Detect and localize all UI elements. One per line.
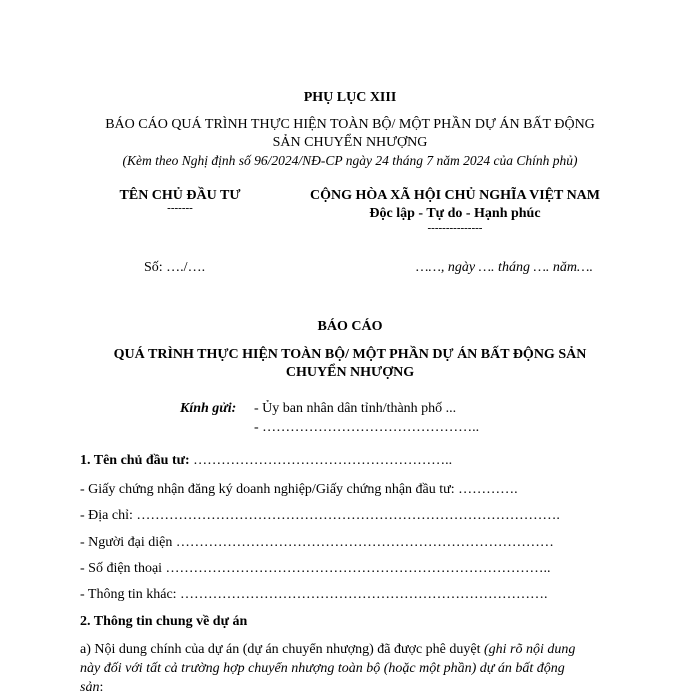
section2-item-a-line2: này đối với tất cả trường hợp chuyển nhượng toàn bộ (hoặc một phần) dự án bất động [80,661,565,676]
field-address: - Địa chỉ: ………………………………………………………………………………. [80,508,560,523]
section1-heading-label: 1. Tên chủ đầu tư: [80,453,190,468]
report-title: BÁO CÁO [317,319,383,334]
national-motto: Độc lập - Tự do - Hạnh phúc [369,206,541,221]
nation-name: CỘNG HÒA XÃ HỘI CHỦ NGHĨA VIỆT NAM [309,188,600,203]
attachment-note: (Kèm theo Nghị định số 96/2024/NĐ-CP ngày 24 tháng 7 năm 2024 của Chính phủ) [122,153,578,168]
section2-item-a-line1 [80,642,575,658]
field-other-info: - Thông tin khác: ……………………………………………………………………. [80,587,548,602]
field-representative: - Người đại diện ……………………………………………………………………… [80,535,554,550]
report-subtitle-line2: CHUYỂN NHƯỢNG [285,365,415,380]
item-a-end: : [99,680,104,695]
section1-heading [80,453,452,469]
document-number: Số: …./…. [144,260,206,275]
recipient-2: - ……………………………………….. [254,420,480,435]
field-business-certificate: - Giấy chứng nhận đăng ký doanh nghiệp/Giấy chứng nhận đầu tư: …………. [80,482,518,497]
section2-heading: 2. Thông tin chung về dự án [80,614,248,629]
section1-heading-dots: ……………………………………………….. [189,453,453,468]
appendix-heading-line1: BÁO CÁO QUÁ TRÌNH THỰC HIỆN TOÀN BỘ/ MỘT PHẦN DỰ ÁN BẤT ĐỘNG [105,117,595,132]
place-date-line: ……, ngày …. tháng …. năm…. [416,260,593,275]
section2-item-a-line3 [80,680,103,696]
item-a-italic-1: (ghi rõ nội dung [484,642,576,657]
appendix-heading-line2: SẢN CHUYỂN NHƯỢNG [272,135,428,150]
recipient-label: Kính gửi: [180,401,237,416]
field-phone: - Số điện thoại ……………………………………………………………………….. [80,561,551,576]
item-a-italic-3: sản [80,680,100,695]
recipient-1: - Ủy ban nhân dân tỉnh/thành phố ... [254,401,457,416]
investor-underline: ------- [167,202,193,214]
appendix-title: PHỤ LỤC XIII [303,90,397,105]
motto-underline: --------------- [427,222,483,234]
report-subtitle-line1: QUÁ TRÌNH THỰC HIỆN TOÀN BỘ/ MỘT PHẦN DỰ ÁN BẤT ĐỘNG SẢN [113,347,587,362]
item-a-text: a) Nội dung chính của dự án (dự án chuyển nhượng) đã được phê duyệt [80,642,484,657]
investor-name-label: TÊN CHỦ ĐẦU TƯ [119,188,241,203]
